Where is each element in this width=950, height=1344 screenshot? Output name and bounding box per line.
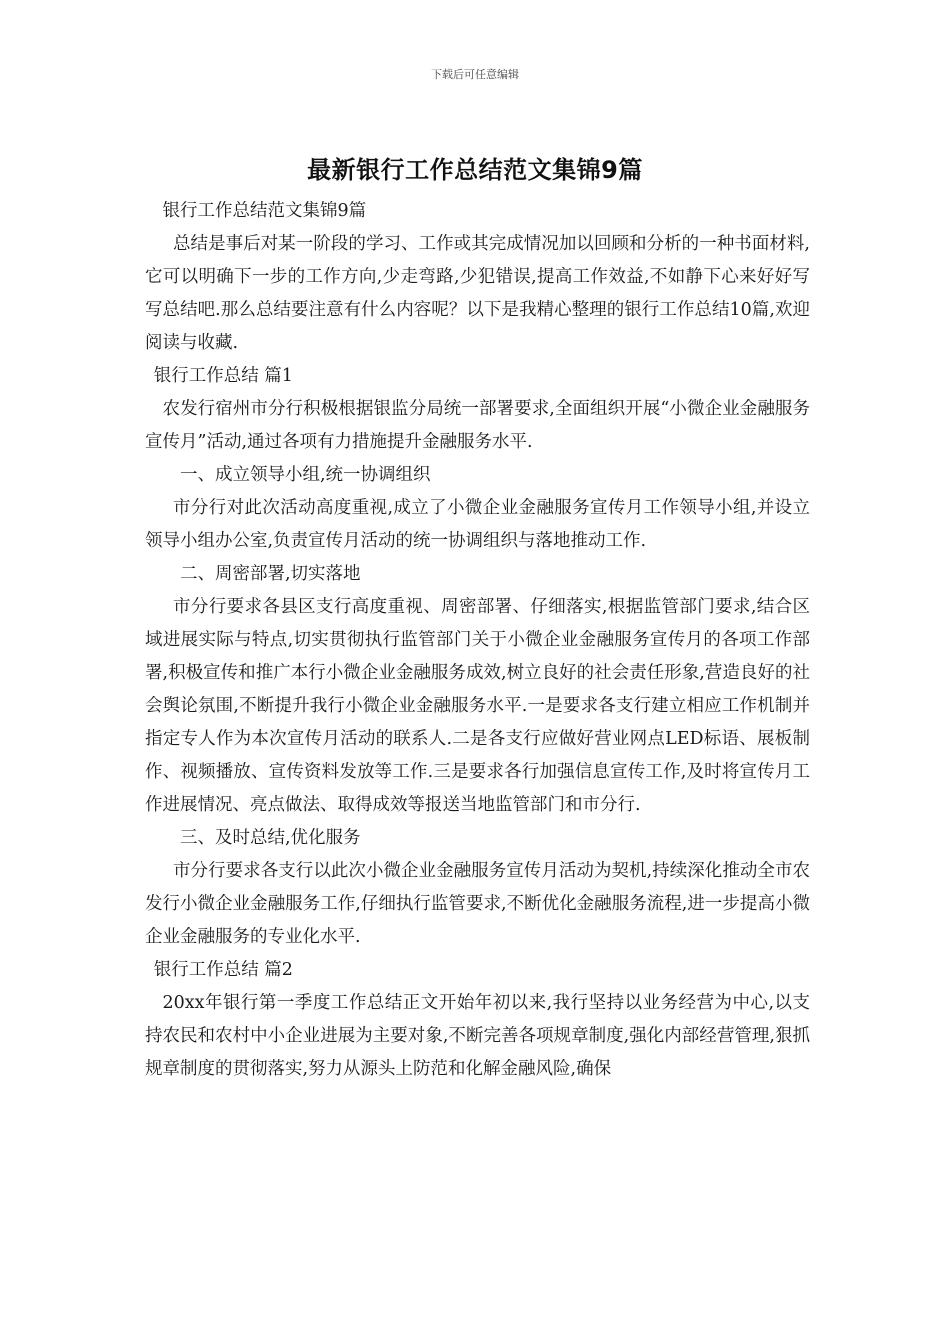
paragraph: 总结是事后对某一阶段的学习、工作或其完成情况加以回顾和分析的一种书面材料,它可以明确下一步的工作方向,少走弯路,少犯错误,提高工作效益,不如静下心来好好写写总结吧.那么总结要注意有什么内容呢？以下是我精心整理的银行工作总结10篇,欢迎阅读与收藏. bbox=[145, 234, 810, 353]
section-heading: 银行工作总结 篇2 bbox=[153, 960, 293, 980]
paragraph: 银行工作总结范文集锦9篇 bbox=[162, 201, 367, 221]
document-title: 最新银行工作总结范文集锦9篇 bbox=[307, 156, 643, 184]
subsection-heading: 二、周密部署,切实落地 bbox=[180, 564, 361, 584]
paragraph: 20xx年银行第一季度工作总结正文开始年初以来,我行坚持以业务经营为中心,以支持农民和农村中小企业进展为主要对象,不断完善各项规章制度,强化内部经营管理,狠抓规章制度的贯彻落实,努力从源头上防范和化解金融风险,确保 bbox=[145, 993, 810, 1079]
header-note: 下载后可任意编辑 bbox=[431, 68, 519, 81]
paragraph: 市分行对此次活动高度重视,成立了小微企业金融服务宣传月工作领导小组,并设立领导小组办公室,负责宣传月活动的统一协调组织与落地推动工作. bbox=[145, 498, 810, 551]
subsection-heading: 三、及时总结,优化服务 bbox=[180, 828, 361, 848]
subsection-heading: 一、成立领导小组,统一协调组织 bbox=[180, 465, 431, 485]
paragraph: 市分行要求各支行以此次小微企业金融服务宣传月活动为契机,持续深化推动全市农发行小微企业金融服务工作,仔细执行监管要求,不断优化金融服务流程,进一步提高小微企业金融服务的专业化水平. bbox=[145, 861, 810, 947]
document-body bbox=[145, 195, 810, 1086]
paragraph: 市分行要求各县区支行高度重视、周密部署、仔细落实,根据监管部门要求,结合区域进展实际与特点,切实贯彻执行监管部门关于小微企业金融服务宣传月的各项工作部署,积极宣传和推广本行小微企业金融服务成效,树立良好的社会责任形象,营造良好的社会舆论氛围,不断提升我行小微企业金融服务水平.一是要求各支行建立相应工作机制并指定专人作为本次宣传月活动的联系人.二是各支行应做好营业网点LED标语、展板制作、视频播放、宣传资料发放等工作.三是要求各行加强信息宣传工作,及时将宣传月工作进展情况、亮点做法、取得成效等报送当地监管部门和市分行. bbox=[145, 597, 810, 815]
section-heading: 银行工作总结 篇1 bbox=[153, 366, 293, 386]
paragraph: 农发行宿州市分行积极根据银监分局统一部署要求,全面组织开展“小微企业金融服务宣传月”活动,通过各项有力措施提升金融服务水平. bbox=[145, 399, 810, 452]
